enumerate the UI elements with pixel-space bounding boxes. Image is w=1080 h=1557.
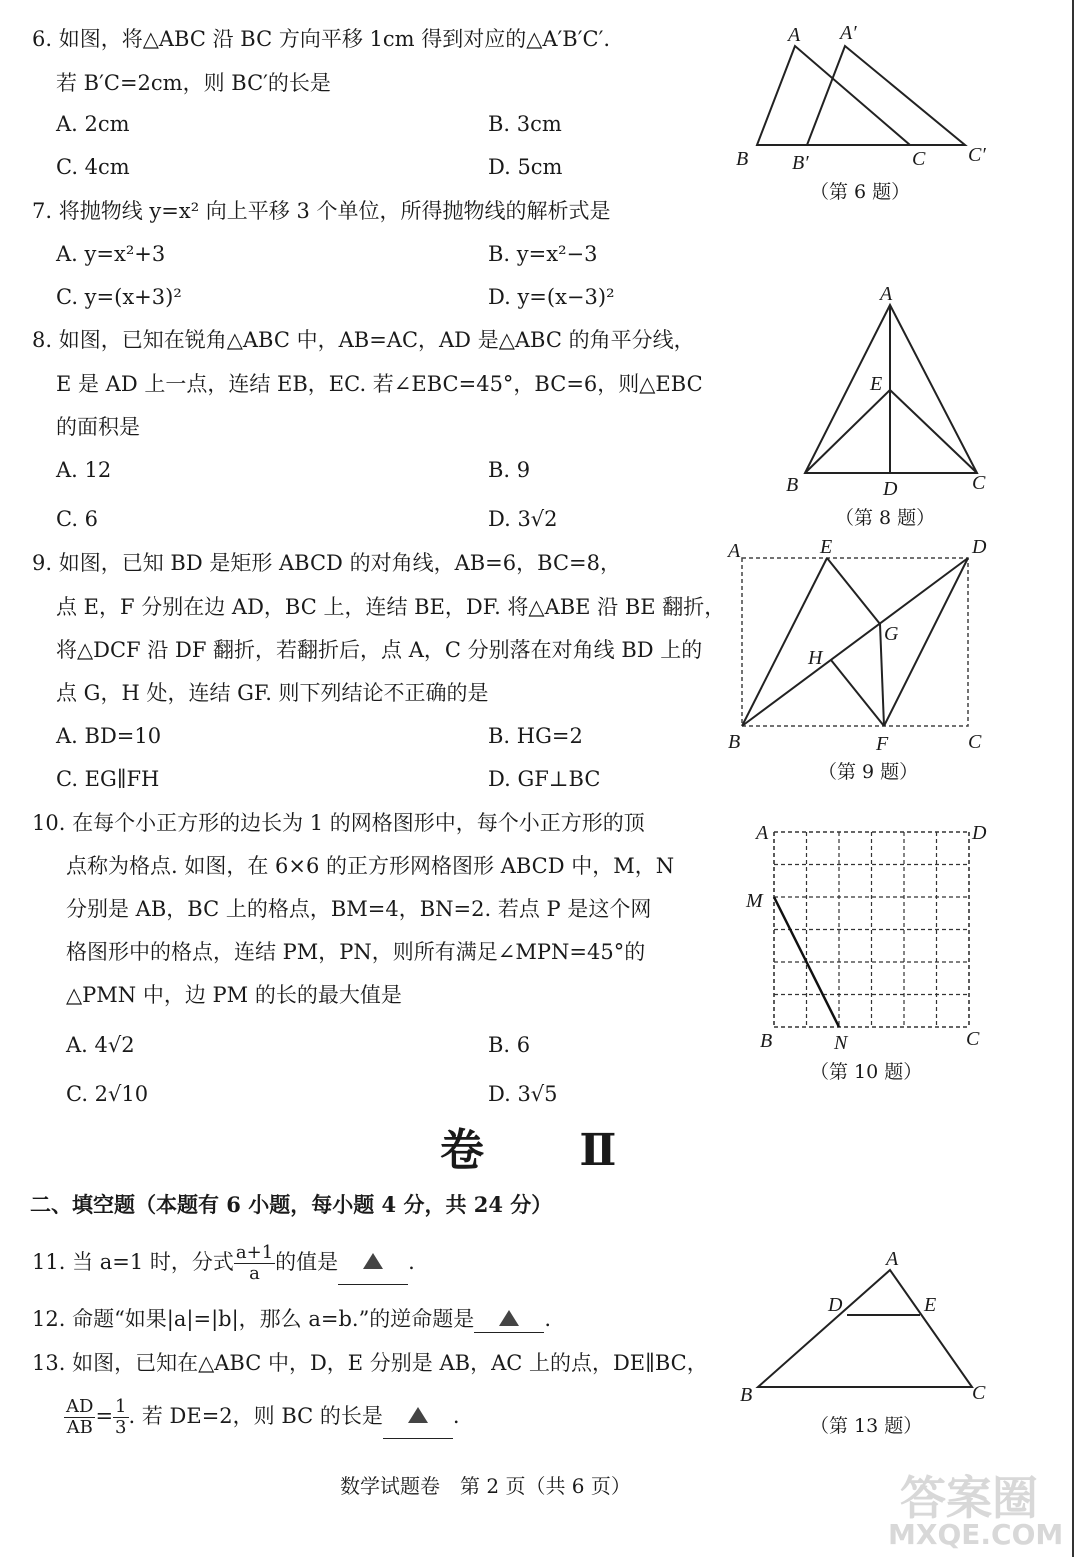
q9-label-f: F	[876, 733, 889, 755]
page-footer: 数学试题卷 第 2 页（共 6 页）	[340, 1474, 631, 1498]
q10-caption: （第 10 题）	[810, 1061, 923, 1083]
q6-figure	[730, 20, 1070, 200]
q6-label-a-prime: A′	[840, 22, 857, 44]
q13-label-a: A	[886, 1248, 899, 1270]
q7-line1: 7. 将抛物线 y=x² 向上平移 3 个单位，所得抛物线的解析式是	[32, 199, 611, 223]
q8-label-e: E	[870, 373, 883, 395]
q6-label-c: C	[912, 148, 926, 170]
q9-label-c: C	[968, 731, 982, 753]
q11-answer-blank[interactable]	[338, 1240, 408, 1285]
q13-frac2-num: 1	[115, 1396, 127, 1417]
q10-line2: 点称为格点. 如图，在 6×6 的正方形网格图形 ABCD 中，M，N	[66, 854, 675, 878]
q13-label-c: C	[972, 1382, 986, 1404]
q9-option-a[interactable]: A. BD=10	[56, 724, 162, 748]
q13-label-d: D	[828, 1294, 843, 1316]
q9-line2: 点 E，F 分别在边 AD，BC 上，连结 BE，DF. 将△ABE 沿 BE 翻折，	[56, 595, 726, 619]
q8-label-b: B	[786, 474, 799, 496]
q10-label-c: C	[966, 1028, 980, 1050]
q9-label-g: G	[884, 623, 899, 645]
q9-line1: 9. 如图，已知 BD 是矩形 ABCD 的对角线，AB=6，BC=8，	[32, 551, 621, 575]
q9-label-e: E	[820, 536, 833, 558]
q13-frac2-den: 3	[115, 1417, 127, 1438]
q11-prefix: 11. 当 a=1 时，分式	[32, 1250, 234, 1274]
q10-option-c[interactable]: C. 2√10	[66, 1082, 149, 1106]
q13-label-b: B	[740, 1384, 753, 1406]
q8-line3: 的面积是	[56, 415, 140, 439]
q6-option-c[interactable]: C. 4cm	[56, 155, 130, 179]
q10-line4: 格图形中的格点，连结 PM，PN，则所有满足∠MPN=45°的	[66, 940, 646, 964]
q13-eq: =	[95, 1404, 114, 1428]
q6-line1: 6. 如图，将△ABC 沿 BC 方向平移 1cm 得到对应的△A′B′C′.	[32, 27, 611, 51]
q8-line1: 8. 如图，已知在锐角△ABC 中，AB=AC，AD 是△ABC 的角平分线，	[32, 328, 695, 352]
q8-label-d: D	[883, 478, 898, 500]
q13-answer-blank[interactable]	[383, 1394, 453, 1439]
q13-text: . 若 DE=2，则 BC 的长是	[128, 1404, 383, 1428]
q7-option-b[interactable]: B. y=x²−3	[488, 242, 598, 266]
q11-fraction	[234, 1243, 275, 1284]
q9-label-b: B	[728, 731, 741, 753]
watermark-url: MXQE.COM	[888, 1518, 1064, 1551]
q6-option-b[interactable]: B. 3cm	[488, 112, 562, 136]
q10-option-d[interactable]: D. 3√5	[488, 1082, 558, 1106]
q6-option-a[interactable]: A. 2cm	[56, 112, 130, 136]
q9-label-d: D	[972, 536, 987, 558]
q9-option-b[interactable]: B. HG=2	[488, 724, 583, 748]
q12-answer-blank[interactable]	[474, 1306, 544, 1333]
section-heading: 二、填空题（本题有 6 小题，每小题 4 分，共 24 分）	[30, 1192, 553, 1217]
q8-option-d[interactable]: D. 3√2	[488, 507, 558, 531]
q9-option-c[interactable]: C. EG∥FH	[56, 767, 160, 791]
q10-line1: 10. 在每个小正方形的边长为 1 的网格图形中，每个小正方形的顶	[32, 811, 645, 835]
q7-option-c[interactable]: C. y=(x+3)²	[56, 285, 182, 309]
q6-label-b: B	[736, 148, 749, 170]
q8-label-c: C	[972, 472, 986, 494]
q10-label-n: N	[834, 1032, 848, 1054]
q12-prefix: 12. 命题“如果|a|=|b|，那么 a=b.”的逆命题是	[32, 1307, 475, 1331]
q11-line	[32, 1240, 415, 1285]
q13-frac-num: AD	[66, 1396, 94, 1417]
q9-label-h: H	[808, 647, 823, 669]
q7-option-d[interactable]: D. y=(x−3)²	[488, 285, 615, 309]
q11-frac-den: a	[249, 1263, 260, 1284]
page-edge-line	[1072, 0, 1074, 1557]
q10-label-a: A	[756, 822, 769, 844]
q13-caption: （第 13 题）	[810, 1415, 923, 1437]
q6-label-c-prime: C′	[968, 144, 986, 166]
q6-caption: （第 6 题）	[810, 181, 911, 203]
q6-label-b-prime: B′	[792, 152, 809, 174]
q13-frac-den: AB	[66, 1417, 93, 1438]
q9-line4: 点 G，H 处，连结 GF. 则下列结论不正确的是	[56, 681, 489, 705]
q8-option-a[interactable]: A. 12	[56, 458, 112, 482]
triangle-icon	[408, 1407, 428, 1423]
q12-end: .	[544, 1307, 551, 1331]
triangle-icon	[363, 1253, 383, 1269]
q11-frac-num: a+1	[235, 1242, 274, 1263]
q8-option-c[interactable]: C. 6	[56, 507, 99, 531]
q10-line5: △PMN 中，边 PM 的长的最大值是	[66, 983, 402, 1007]
q13-figure	[750, 1255, 990, 1395]
q13-end: .	[452, 1404, 460, 1428]
q10-line3: 分别是 AB，BC 上的格点，BM=4，BN=2. 若点 P 是这个网	[66, 897, 652, 921]
watermark-logo: 答案圈	[900, 1471, 1038, 1525]
q9-caption: （第 9 题）	[818, 761, 919, 783]
q10-label-b: B	[760, 1030, 773, 1052]
q10-option-b[interactable]: B. 6	[488, 1033, 531, 1057]
q11-suffix: 的值是	[275, 1250, 339, 1274]
q9-option-d[interactable]: D. GF⊥BC	[488, 767, 601, 791]
q9-figure	[730, 540, 980, 740]
q8-label-a: A	[880, 283, 893, 305]
triangle-icon	[499, 1310, 519, 1326]
q9-line3: 将△DCF 沿 DF 翻折，若翻折后，点 A，C 分别落在对角线 BD 上的	[56, 638, 703, 662]
q6-option-d[interactable]: D. 5cm	[488, 155, 563, 179]
q10-label-d: D	[972, 822, 987, 844]
q10-figure	[760, 820, 980, 1040]
q13-line1: 13. 如图，已知在△ABC 中，D，E 分别是 AB，AC 上的点，DE∥BC，	[32, 1351, 708, 1375]
q10-option-a[interactable]: A. 4√2	[66, 1033, 135, 1057]
q6-line2: 若 B′C=2cm，则 BC′的长是	[56, 71, 331, 95]
q7-option-a[interactable]: A. y=x²+3	[56, 242, 166, 266]
q6-label-a: A	[788, 24, 801, 46]
q11-end: .	[408, 1250, 415, 1274]
q13-label-e: E	[924, 1294, 937, 1316]
q8-caption: （第 8 题）	[835, 507, 936, 529]
q13-line2	[64, 1394, 460, 1439]
section-title: 卷 Ⅱ	[440, 1125, 657, 1176]
q8-figure	[790, 290, 990, 490]
q10-label-m: M	[746, 890, 763, 912]
q9-label-a: A	[728, 540, 741, 562]
q12-line	[32, 1306, 551, 1333]
q8-line2: E 是 AD 上一点，连结 EB，EC. 若∠EBC=45°，BC=6，则△EBC	[56, 372, 703, 396]
q8-option-b[interactable]: B. 9	[488, 458, 531, 482]
q13-fraction-2	[113, 1397, 128, 1438]
q13-fraction	[64, 1397, 95, 1438]
